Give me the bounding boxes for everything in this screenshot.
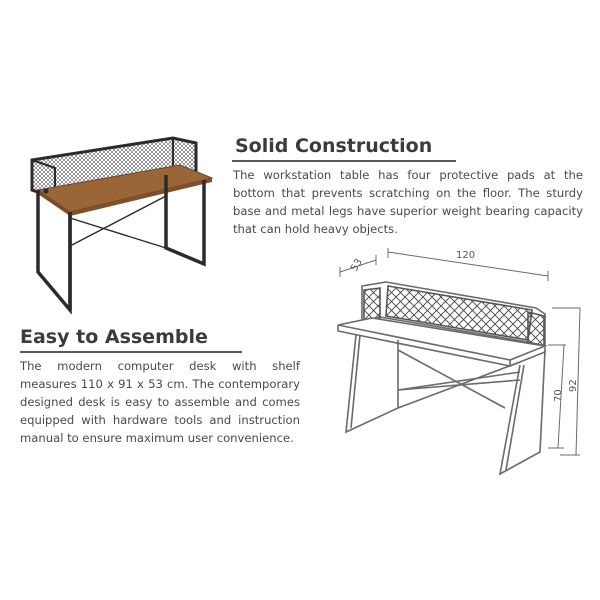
solid-construction-rule xyxy=(232,160,456,162)
solid-construction-text: The workstation table has four protective pads at the bottom that prevents scratching on the floor. The sturdy base and metal legs have superior weight bearing capacity that can hold heavy objects. xyxy=(233,168,583,236)
dim-desk-height-label: 70 xyxy=(553,389,564,402)
dim-total-height-label: 92 xyxy=(568,379,579,392)
dim-width-label: 120 xyxy=(456,250,476,261)
solid-construction-heading: Solid Construction xyxy=(235,135,433,157)
dim-depth-label: 53 xyxy=(349,256,365,274)
easy-assemble-heading: Easy to Assemble xyxy=(20,326,208,348)
easy-assemble-rule xyxy=(20,351,242,353)
easy-assemble-text: The modern computer desk with shelf measures 110 x 91 x 53 cm. The contemporary designed desk is easy to assemble and comes equipped with hardware tools and instruction manual to ensure maximum user convenience. xyxy=(20,359,300,445)
